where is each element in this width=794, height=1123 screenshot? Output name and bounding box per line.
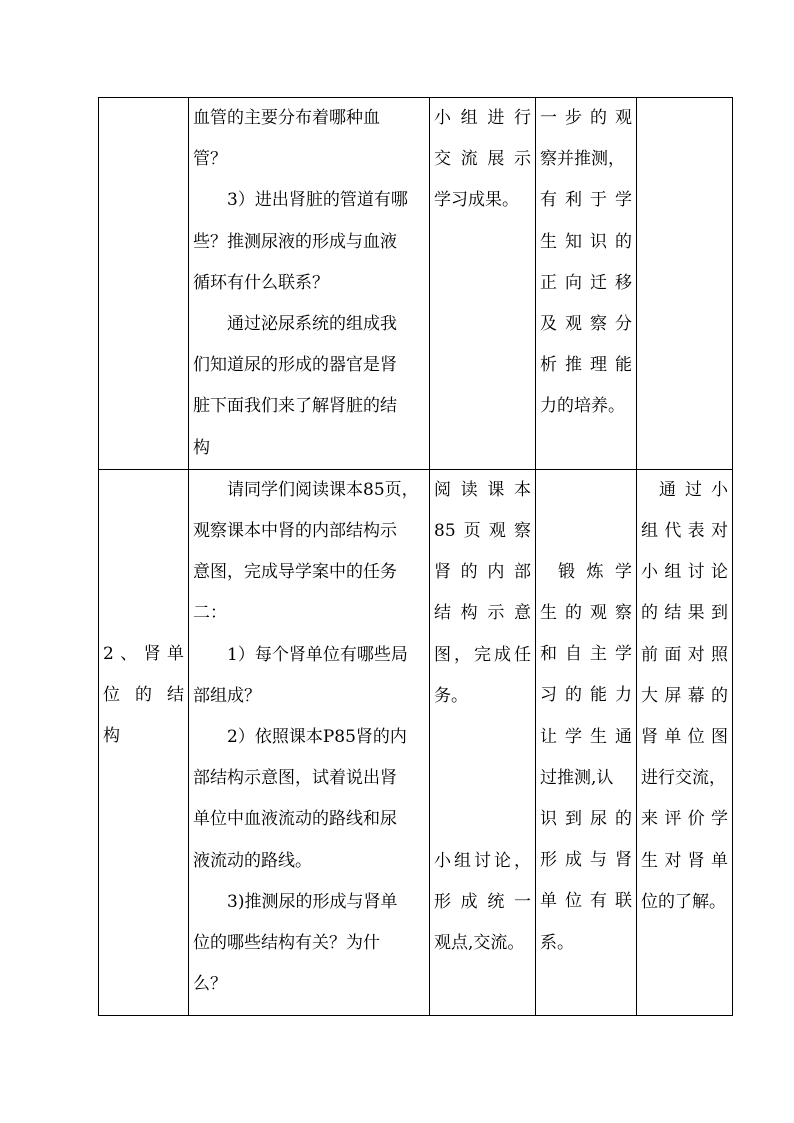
text-line: 进行交流， [641, 768, 726, 789]
text-line: 形成与肾 [540, 850, 632, 871]
text-line: 么？ [193, 974, 227, 995]
text-line: 交流展示 [434, 149, 531, 170]
text-line: 2）依照课本P85肾的内 [227, 727, 407, 748]
text-line: 生知识的 [540, 231, 632, 252]
lesson-plan-table [98, 97, 733, 1016]
text-line: 脏下面我们来了解肾脏的结 [193, 396, 397, 417]
text-line: 们知道尿的形成的器官是肾 [193, 355, 397, 376]
text-line: 结构示意 [434, 603, 531, 624]
text-line: 生的观察 [540, 603, 632, 624]
text-line: 3）进出肾脏的管道有哪 [227, 190, 408, 211]
text-line: 及观察分 [540, 314, 632, 335]
text-line: 组代表对 [641, 521, 728, 542]
teacher-activity-cell [189, 469, 430, 1015]
text-line: 正向迁移 [540, 272, 632, 293]
text-line: 部组成？ [193, 685, 261, 706]
text-line: 和自主学 [540, 644, 632, 665]
text-line: 务。 [434, 685, 468, 706]
text-line: 管？ [193, 149, 227, 170]
text-line: 构 [193, 437, 210, 458]
text-line: 通过泌尿系统的组成我 [227, 314, 397, 335]
text-line: 观察课本中肾的内部结构示 [193, 521, 397, 542]
text-line: 构 [103, 726, 120, 747]
text-line: 循环有什么联系？ [193, 272, 329, 293]
text-line: 前面对照 [641, 644, 728, 665]
text-line: 力的培养。 [540, 396, 625, 417]
text-line: 85页观察 [434, 521, 531, 542]
text-line: 小组讨论， [434, 850, 531, 871]
text-line: 单位中血液流动的路线和尿 [193, 809, 397, 830]
stage-cell [99, 469, 189, 1015]
text-line: 过推测,认 [540, 767, 614, 788]
text-line: 阅读课本 [434, 479, 531, 500]
text-line: 的结果到 [641, 603, 728, 624]
text-line: 识到尿的 [540, 809, 632, 830]
text-line: 析推理能 [540, 355, 632, 376]
text-line: 部结构示意图，试着说出肾 [193, 768, 397, 789]
text-line: 大屏幕的 [641, 685, 728, 706]
text-line: 一步的观 [540, 108, 632, 128]
text-line: 二： [193, 603, 227, 624]
student-activity-cell [430, 98, 536, 470]
teacher-activity-cell [189, 98, 430, 470]
text-line: 来评价学 [641, 809, 728, 830]
text-line: 小组进行 [434, 108, 531, 128]
text-line: 些？推测尿液的形成与血液 [193, 231, 397, 252]
text-line: 图，完成任 [434, 644, 531, 665]
text-line: 位的哪些结构有关？为什 [193, 933, 380, 954]
design-intent-cell [536, 469, 637, 1015]
text-line: 形成统一 [434, 891, 531, 912]
table-row [99, 469, 733, 1015]
text-line: 生对肾单 [641, 850, 728, 871]
text-line: 察并推测， [540, 149, 625, 170]
student-activity-cell [430, 469, 536, 1015]
evaluation-cell [637, 98, 733, 470]
design-intent-cell [536, 98, 637, 470]
text-line: 1）每个肾单位有哪些局 [227, 644, 408, 665]
text-line: 请同学们阅读课本85页， [227, 479, 419, 500]
text-line: 位的了解。 [641, 891, 726, 912]
text-line: 有利于学 [540, 190, 632, 211]
stage-cell [99, 98, 189, 470]
text-line: 肾单位图 [641, 727, 728, 748]
text-line: 液流动的路线。 [193, 850, 312, 871]
text-line: 血管的主要分布着哪种血 [193, 108, 380, 128]
text-line: 意图，完成导学案中的任务 [193, 562, 397, 583]
text-line: 习的能力 [540, 685, 632, 706]
table-row [99, 98, 733, 470]
text-line: 肾的内部 [434, 562, 531, 583]
text-line: 小组讨论 [641, 562, 728, 583]
text-line: 通过小 [659, 479, 728, 500]
text-line: 位的结 [103, 685, 184, 706]
text-line: 3)推测尿的形成与肾单 [227, 891, 398, 912]
text-line: 让学生通 [540, 726, 632, 747]
text-line: 锻炼学 [558, 561, 632, 582]
evaluation-cell [637, 469, 733, 1015]
text-line: 系。 [540, 932, 574, 953]
text-line: 单位有联 [540, 891, 632, 912]
text-line: 学习成果。 [434, 190, 519, 211]
text-line: 观点,交流。 [434, 933, 525, 954]
text-line: 2、肾单 [103, 643, 184, 664]
